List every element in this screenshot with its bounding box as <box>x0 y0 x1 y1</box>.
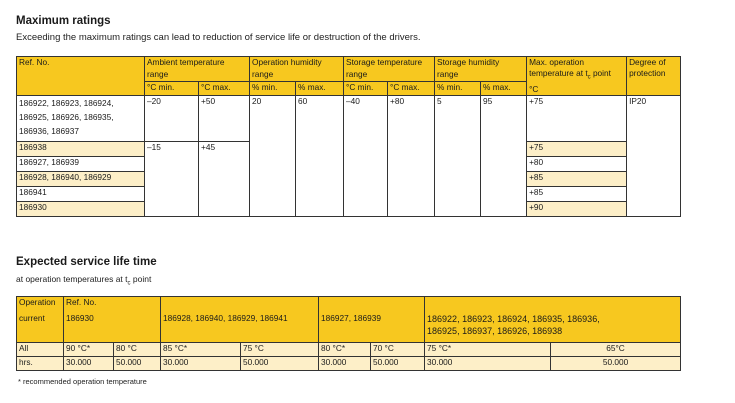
temp-cell: 75 °C* <box>425 343 551 357</box>
temp-cell: 65°C <box>551 343 681 357</box>
header-op-current: Operation current <box>17 297 64 343</box>
header-degree-protection: Degree of protection <box>627 57 681 96</box>
hours-cell: 50.000 <box>551 357 681 371</box>
table-row <box>17 95 681 141</box>
hours-cell: 50.000 <box>241 357 319 371</box>
footnote: * recommended operation temperature <box>18 377 147 386</box>
row-label: All <box>17 343 64 357</box>
header-op-humidity-range: range <box>250 69 344 82</box>
ref-cell: 186941 <box>17 186 145 201</box>
ref-cell: 186922, 186923, 186924, 186925, 186926, 186935, 186936, 186937 <box>17 95 145 141</box>
section-title-service-life: Expected service life time <box>16 256 157 268</box>
header-ambient-range: range <box>145 69 250 82</box>
row-label: hrs. <box>17 357 64 371</box>
protection-cell: IP20 <box>627 95 681 216</box>
header-hum-min: % min. <box>250 82 296 95</box>
header-op-humidity: Operation humidity <box>250 57 344 70</box>
temp-cell: 80 °C* <box>319 343 371 357</box>
hours-cell: 30.000 <box>64 357 114 371</box>
section-title-maximum-ratings: Maximum ratings <box>16 15 111 27</box>
hum-min-cell: 20 <box>250 95 296 216</box>
ref-cell: 186927, 186939 <box>17 156 145 171</box>
temp-cell: 90 °C* <box>64 343 114 357</box>
amb-min-cell: –20 <box>145 95 199 141</box>
header-ambient: Ambient temperature <box>145 57 250 70</box>
amb-max-cell: +50 <box>199 95 250 141</box>
header-st-max: °C max. <box>388 82 435 95</box>
header-storage-hum-range: range <box>435 69 527 82</box>
maximum-ratings-table <box>16 56 681 217</box>
max-op-cell: +90 <box>527 201 627 216</box>
st-max-cell: +80 <box>388 95 435 216</box>
temp-cell: 70 °C <box>371 343 425 357</box>
temp-cell: 80 °C <box>114 343 161 357</box>
table-row-temperature <box>17 343 681 357</box>
ref-cell: 186928, 186940, 186929 <box>17 171 145 186</box>
hours-cell: 50.000 <box>114 357 161 371</box>
header-group-4: 186922, 186923, 186924, 186935, 186936, 186925, 186937, 186926, 186938 <box>425 297 681 343</box>
hum-max-cell: 60 <box>296 95 344 216</box>
header-storage-temp-range: range <box>344 69 435 82</box>
hours-cell: 50.000 <box>371 357 425 371</box>
header-hum-max: % max. <box>296 82 344 95</box>
header-storage-temp: Storage temperature <box>344 57 435 70</box>
amb-min-cell: –15 <box>145 141 199 216</box>
section-subtitle-maximum-ratings: Exceeding the maximum ratings can lead to reduction of service life or destruction of the drivers. <box>16 32 421 43</box>
header-group-1: Ref. No. 186930 <box>64 297 161 343</box>
header-group-3: 186927, 186939 <box>319 297 425 343</box>
ref-cell: 186930 <box>17 201 145 216</box>
header-sh-min: % min. <box>435 82 481 95</box>
header-row-1 <box>17 57 681 70</box>
header-ref-no: Ref. No. <box>17 57 145 96</box>
max-op-cell: +75 <box>527 141 627 156</box>
header-amb-max: °C max. <box>199 82 250 95</box>
header-amb-min: °C min. <box>145 82 199 95</box>
temp-cell: 85 °C* <box>161 343 241 357</box>
max-op-cell: +75 <box>527 95 627 141</box>
sh-max-cell: 95 <box>481 95 527 216</box>
temp-cell: 75 °C <box>241 343 319 357</box>
hours-cell: 30.000 <box>161 357 241 371</box>
hours-cell: 30.000 <box>425 357 551 371</box>
max-op-cell: +80 <box>527 156 627 171</box>
header-sh-max: % max. <box>481 82 527 95</box>
section-subtitle-service-life: at operation temperatures at $t_c$ point <box>16 274 152 287</box>
header-row <box>17 297 681 343</box>
header-st-min: °C min. <box>344 82 388 95</box>
sh-min-cell: 5 <box>435 95 481 216</box>
header-group-2: 186928, 186940, 186929, 186941 <box>161 297 319 343</box>
table-row-hours <box>17 357 681 371</box>
header-storage-humidity: Storage humidity <box>435 57 527 70</box>
amb-max-cell: +45 <box>199 141 250 216</box>
max-op-cell: +85 <box>527 171 627 186</box>
ref-cell: 186938 <box>17 141 145 156</box>
max-op-cell: +85 <box>527 186 627 201</box>
hours-cell: 30.000 <box>319 357 371 371</box>
st-min-cell: –40 <box>344 95 388 216</box>
header-max-operation: Max. operation temperature at $t_c$ point °C <box>527 57 627 96</box>
service-life-table <box>16 296 681 371</box>
